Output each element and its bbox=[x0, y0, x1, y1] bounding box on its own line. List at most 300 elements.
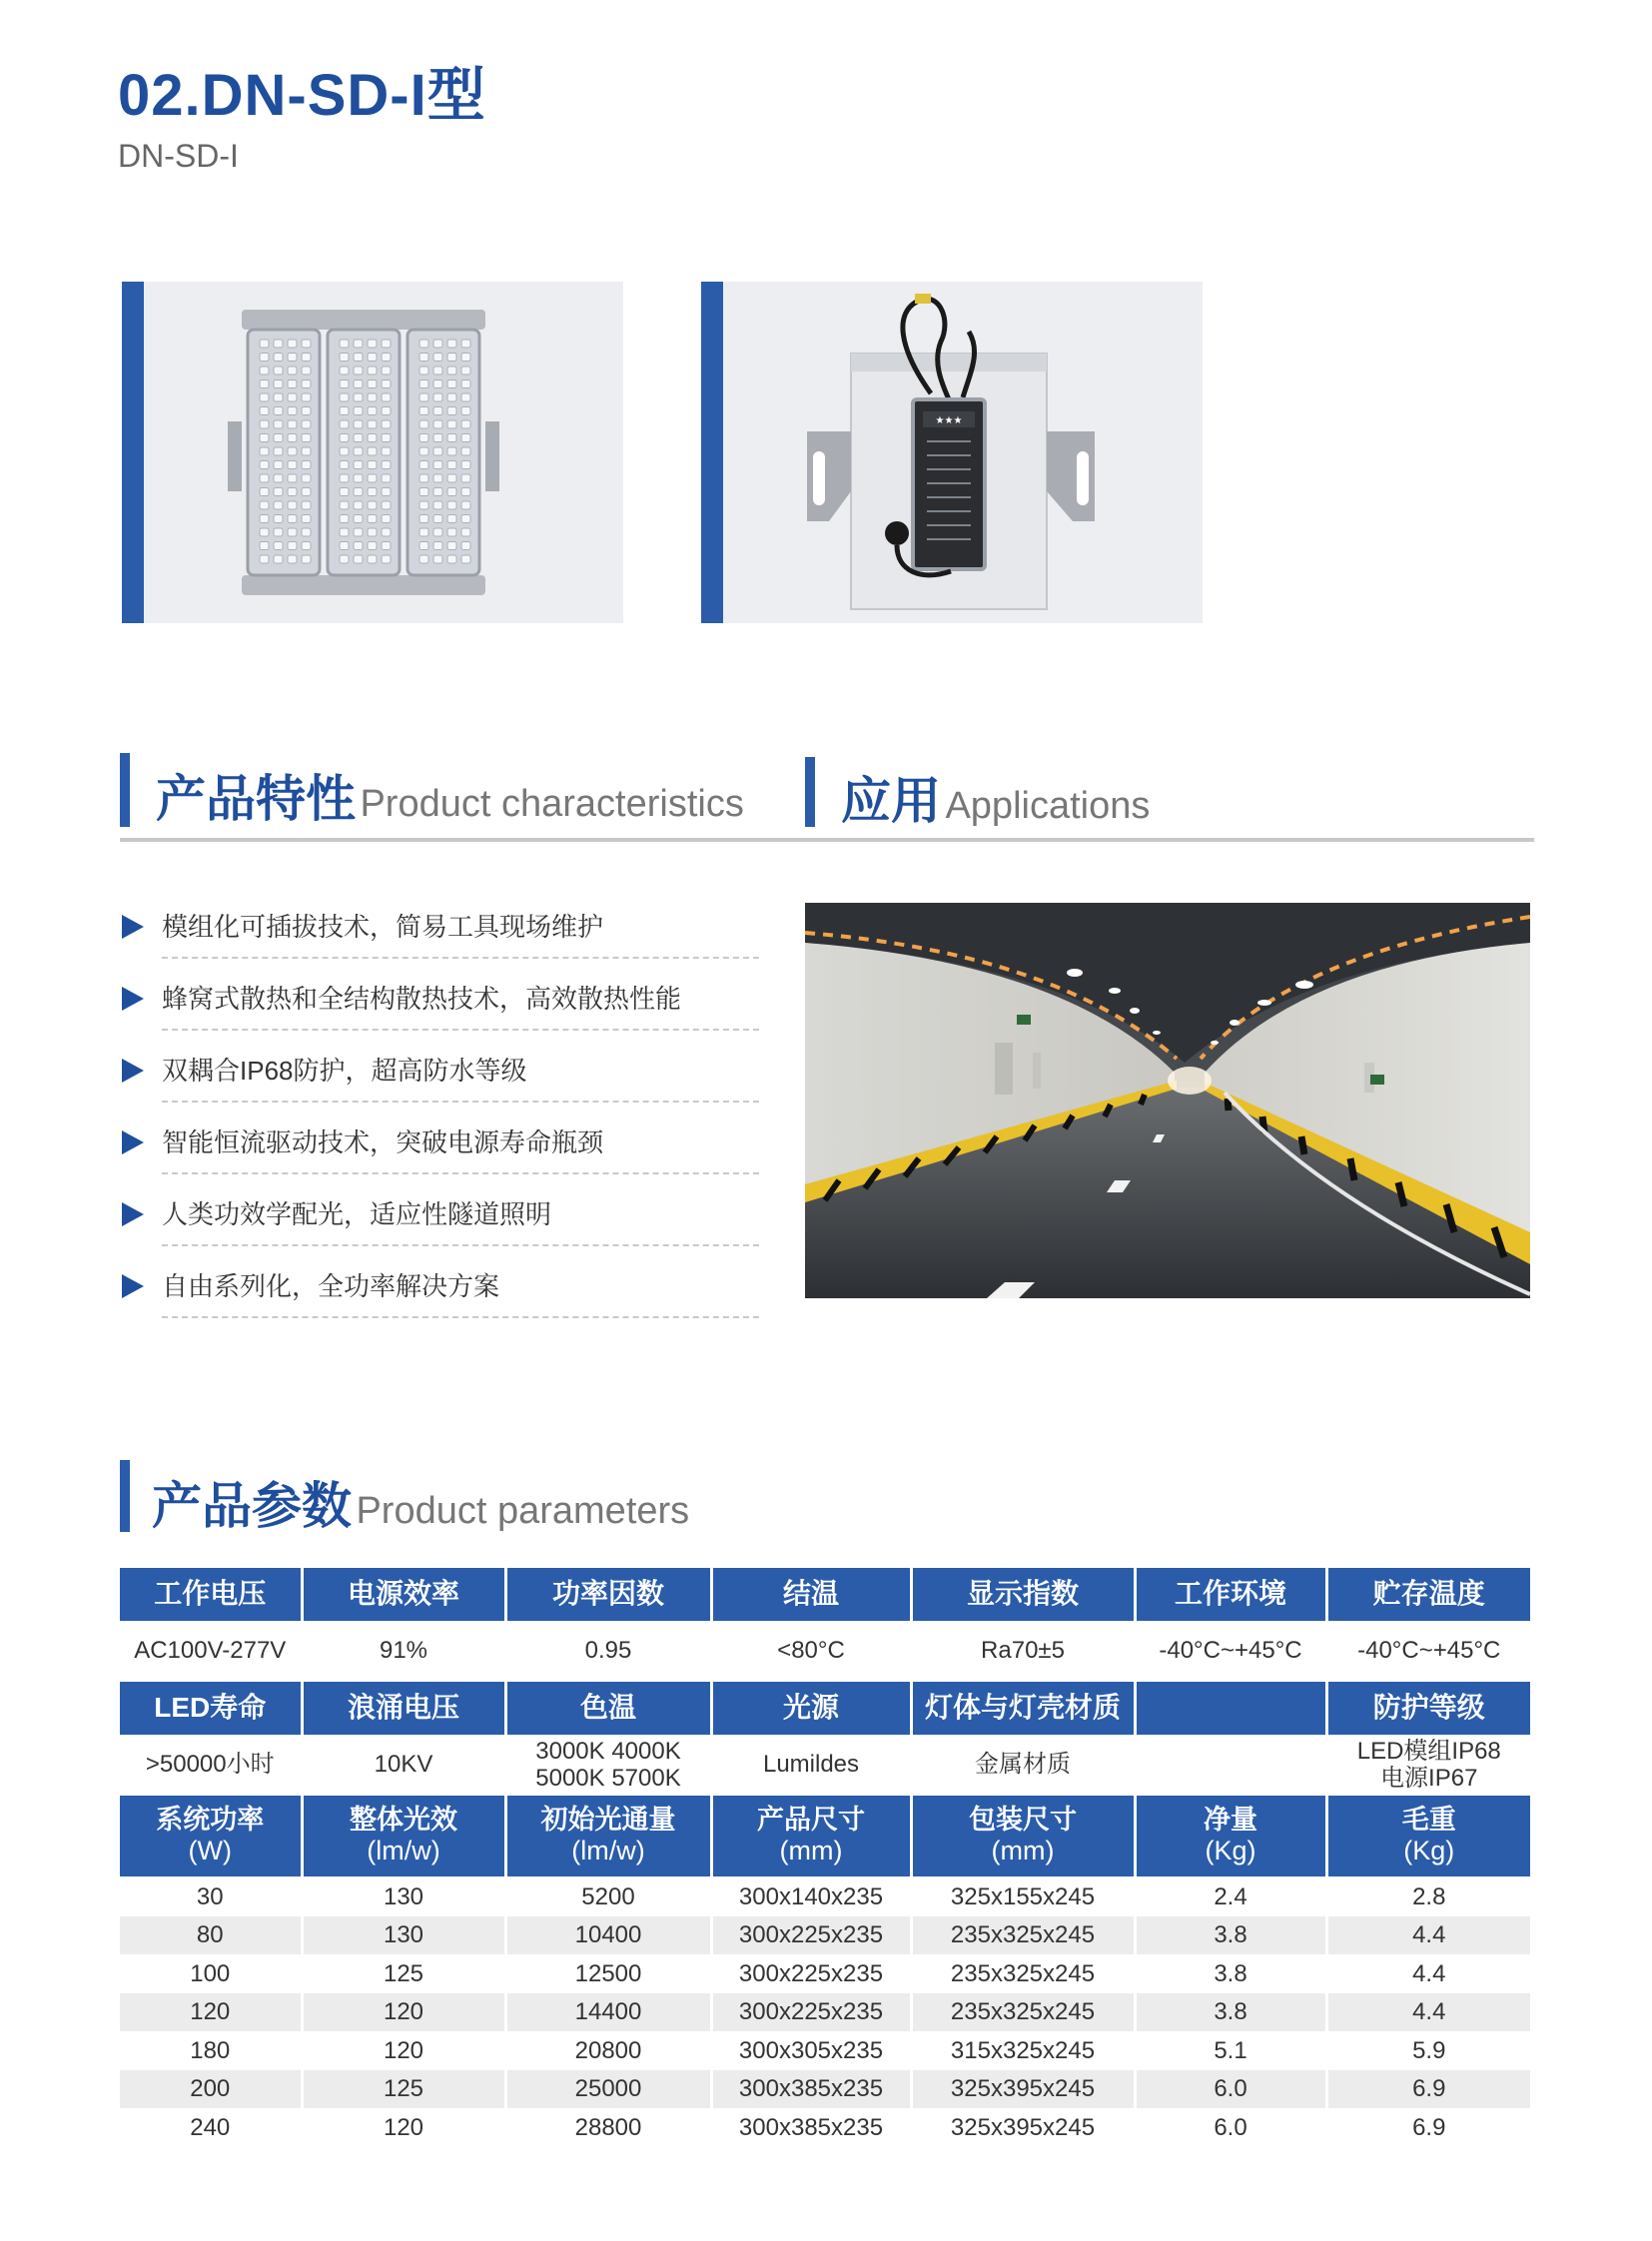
table-cell bbox=[1135, 1916, 1326, 1955]
led-chip bbox=[447, 528, 456, 536]
led-chip bbox=[260, 420, 269, 428]
led-chip bbox=[340, 380, 349, 388]
led-chip bbox=[382, 461, 391, 469]
cell-text: 300x385x235 bbox=[738, 2113, 884, 2141]
cell-text: 5.9 bbox=[1412, 2036, 1446, 2064]
table-cell bbox=[505, 1794, 711, 1877]
table-cell bbox=[505, 1993, 711, 2032]
led-chip bbox=[461, 528, 470, 536]
table-cell bbox=[911, 2031, 1135, 2070]
table-cell bbox=[911, 1568, 1135, 1622]
led-chip bbox=[288, 447, 297, 455]
header-cell-text: 电源效率 bbox=[347, 1578, 459, 1610]
led-chip bbox=[447, 461, 456, 469]
section-divider bbox=[120, 838, 1534, 842]
led-chip bbox=[447, 380, 456, 388]
led-chip bbox=[274, 515, 283, 523]
triangle-bullet-icon bbox=[122, 1130, 144, 1154]
header-unit-text: (lm/w) bbox=[367, 1836, 440, 1867]
led-chip bbox=[368, 340, 377, 348]
cell-text: 100 bbox=[190, 1959, 231, 1987]
header-unit-text: (lm/w) bbox=[571, 1836, 645, 1867]
cell-text: 2.8 bbox=[1412, 1883, 1446, 1911]
led-chip bbox=[274, 488, 283, 496]
led-chip bbox=[340, 354, 349, 362]
table-cell bbox=[1326, 1954, 1530, 1993]
led-chip bbox=[340, 420, 349, 428]
led-chip bbox=[368, 447, 377, 455]
table-cell bbox=[1326, 1993, 1530, 2032]
cell-text: 180 bbox=[190, 2036, 231, 2064]
led-chip bbox=[433, 393, 442, 401]
header-cell-text: 浪涌电压 bbox=[347, 1691, 459, 1723]
section-accent-bar bbox=[805, 757, 815, 827]
table-cell bbox=[505, 1680, 711, 1736]
table-cell bbox=[120, 2031, 302, 2070]
cell-text: <80°C bbox=[777, 1637, 845, 1665]
led-chip bbox=[274, 461, 283, 469]
table-cell bbox=[120, 1954, 302, 1993]
cell-text: 91% bbox=[379, 1637, 428, 1665]
led-chip bbox=[419, 542, 428, 550]
led-chip bbox=[368, 555, 377, 563]
led-chip bbox=[340, 501, 349, 509]
led-chip bbox=[368, 528, 377, 536]
cell-text: 10400 bbox=[574, 1921, 642, 1949]
table-cell bbox=[1135, 1877, 1326, 1916]
photo-accent-bar bbox=[122, 282, 144, 623]
table-cell bbox=[1326, 1622, 1530, 1680]
led-chip bbox=[433, 420, 442, 428]
led-chip bbox=[461, 354, 470, 362]
led-chip bbox=[274, 555, 283, 563]
led-chip bbox=[368, 488, 377, 496]
table-cell bbox=[120, 1794, 302, 1877]
led-chip bbox=[288, 501, 297, 509]
table-cell bbox=[1135, 2070, 1326, 2109]
cell-text: 6.9 bbox=[1412, 2075, 1446, 2103]
led-chip bbox=[302, 461, 311, 469]
table-cell bbox=[505, 2070, 711, 2109]
header-cell-text: 净量 bbox=[1204, 1805, 1257, 1836]
led-chip bbox=[274, 528, 283, 536]
led-chip bbox=[382, 542, 391, 550]
cell-text: 300x225x235 bbox=[738, 1959, 884, 1987]
feature-item bbox=[120, 897, 759, 969]
led-chip bbox=[461, 488, 470, 496]
section-accent-bar bbox=[120, 1460, 130, 1532]
table-cell bbox=[711, 1993, 911, 2032]
led-chip bbox=[447, 420, 456, 428]
led-chip bbox=[260, 555, 269, 563]
table-cell bbox=[711, 1736, 911, 1794]
led-chip bbox=[419, 488, 428, 496]
table-cell bbox=[1135, 2108, 1326, 2147]
led-chip bbox=[433, 354, 442, 362]
table-header-row bbox=[120, 1794, 1530, 1877]
cell-text: 120 bbox=[383, 2113, 424, 2141]
led-chip bbox=[340, 474, 349, 482]
characteristics-heading-en: Product characteristics bbox=[360, 783, 744, 825]
table-header-row bbox=[120, 1680, 1530, 1736]
led-chip bbox=[354, 407, 363, 415]
led-chip bbox=[274, 407, 283, 415]
cell-text: 4.4 bbox=[1412, 1959, 1446, 1987]
table-cell bbox=[911, 1622, 1135, 1680]
led-chip bbox=[382, 393, 391, 401]
header-cell-text: 光源 bbox=[782, 1691, 839, 1723]
led-chip bbox=[461, 393, 470, 401]
cell-text: 300x225x235 bbox=[738, 1921, 884, 1949]
led-chip bbox=[368, 393, 377, 401]
cell-text: 200 bbox=[190, 2075, 231, 2103]
feature-text: 双耦合IP68防护，超高防水等级 bbox=[162, 1056, 527, 1086]
cell-text: 3.8 bbox=[1214, 1998, 1247, 2026]
table-cell bbox=[302, 1736, 505, 1794]
led-chip bbox=[302, 340, 311, 348]
led-chip bbox=[382, 434, 391, 442]
table-cell bbox=[120, 1568, 302, 1622]
cell-text: 4.4 bbox=[1412, 1998, 1446, 2026]
table-cell bbox=[711, 2031, 911, 2070]
table-cell bbox=[911, 1993, 1135, 2032]
led-chip bbox=[382, 515, 391, 523]
triangle-bullet-icon bbox=[122, 1059, 144, 1083]
table-cell bbox=[505, 1736, 711, 1794]
header-cell-text: 毛重 bbox=[1401, 1805, 1456, 1836]
cell-text: 12500 bbox=[574, 1959, 642, 1987]
led-chip bbox=[419, 434, 428, 442]
led-chip bbox=[368, 474, 377, 482]
cell-text: 3.8 bbox=[1214, 1921, 1247, 1949]
led-chip bbox=[302, 515, 311, 523]
led-chip bbox=[288, 354, 297, 362]
led-chip bbox=[340, 434, 349, 442]
cell-text: 300x305x235 bbox=[738, 2036, 884, 2064]
led-chip bbox=[260, 407, 269, 415]
led-chip bbox=[354, 380, 363, 388]
cell-text: 10KV bbox=[374, 1751, 433, 1779]
cell-text: 235x325x245 bbox=[950, 1959, 1096, 1987]
led-chip bbox=[260, 488, 269, 496]
led-chip bbox=[461, 501, 470, 509]
cell-text: 125 bbox=[383, 2075, 424, 2103]
table-cell bbox=[120, 1736, 302, 1794]
table-cell bbox=[1135, 1680, 1326, 1736]
table-cell bbox=[911, 1680, 1135, 1736]
led-chip bbox=[340, 515, 349, 523]
driver-label: ★★★ bbox=[935, 415, 963, 426]
header-cell-text: 防护等级 bbox=[1372, 1691, 1485, 1723]
led-chip bbox=[274, 501, 283, 509]
feature-text: 自由系列化，全功率解决方案 bbox=[162, 1271, 500, 1301]
led-chip bbox=[260, 447, 269, 455]
led-chip bbox=[433, 407, 442, 415]
led-chip bbox=[302, 434, 311, 442]
led-chip bbox=[382, 420, 391, 428]
led-chip bbox=[302, 393, 311, 401]
parameters-heading-cn: 产品参数 bbox=[152, 1478, 352, 1534]
led-chip bbox=[288, 393, 297, 401]
header-unit-text: (mm) bbox=[779, 1836, 843, 1867]
table-cell bbox=[302, 1877, 505, 1916]
header-cell-text: 初始光通量 bbox=[540, 1805, 676, 1836]
cell-text: 240 bbox=[190, 2113, 231, 2141]
triangle-bullet-icon bbox=[122, 1274, 144, 1298]
table-cell bbox=[1135, 1736, 1326, 1794]
led-chip bbox=[419, 407, 428, 415]
table-cell bbox=[302, 1622, 505, 1680]
led-chip bbox=[382, 354, 391, 362]
header-unit-text: (Kg) bbox=[1205, 1836, 1256, 1867]
table-cell bbox=[911, 1877, 1135, 1916]
table-cell bbox=[1326, 1736, 1530, 1794]
section-accent-bar bbox=[120, 753, 130, 827]
table-cell bbox=[1326, 2031, 1530, 2070]
led-chip bbox=[382, 367, 391, 374]
table-header-row bbox=[120, 1568, 1530, 1622]
cell-text: 2.4 bbox=[1214, 1883, 1247, 1911]
led-chip bbox=[274, 447, 283, 455]
applications-heading bbox=[841, 761, 1150, 833]
led-chip bbox=[302, 420, 311, 428]
applications-heading-cn: 应用 bbox=[841, 773, 941, 829]
table-cell bbox=[302, 1794, 505, 1877]
header-unit-text: (W) bbox=[188, 1836, 232, 1867]
led-chip bbox=[260, 501, 269, 509]
table-cell bbox=[1135, 2031, 1326, 2070]
led-chip bbox=[382, 340, 391, 348]
led-chip bbox=[461, 461, 470, 469]
led-chip bbox=[419, 420, 428, 428]
table-row bbox=[120, 1877, 1530, 1916]
dashed-divider bbox=[162, 1029, 759, 1031]
led-chip bbox=[382, 555, 391, 563]
led-chip bbox=[274, 434, 283, 442]
header-unit-text: (mm) bbox=[991, 1836, 1055, 1867]
photo-accent-bar bbox=[701, 282, 723, 623]
led-chip bbox=[368, 501, 377, 509]
product-back-photo bbox=[701, 282, 1203, 623]
led-chip bbox=[382, 501, 391, 509]
led-chip bbox=[302, 501, 311, 509]
table-row bbox=[120, 2108, 1530, 2147]
led-chip bbox=[260, 461, 269, 469]
led-chip bbox=[354, 340, 363, 348]
led-chip bbox=[340, 488, 349, 496]
cell-text: 30 bbox=[196, 1883, 224, 1911]
table-row bbox=[120, 1954, 1530, 1993]
led-chip bbox=[260, 515, 269, 523]
cell-text: 300x140x235 bbox=[738, 1883, 884, 1911]
table-cell bbox=[1326, 1877, 1530, 1916]
dashed-divider bbox=[162, 1316, 759, 1318]
led-chip bbox=[354, 367, 363, 374]
table-cell bbox=[120, 2070, 302, 2109]
table-cell bbox=[302, 2070, 505, 2109]
led-chip bbox=[447, 367, 456, 374]
led-chip bbox=[419, 555, 428, 563]
cell-text: 6.0 bbox=[1214, 2113, 1247, 2141]
led-chip bbox=[288, 407, 297, 415]
led-chip bbox=[354, 474, 363, 482]
led-chip bbox=[340, 555, 349, 563]
led-chip bbox=[382, 488, 391, 496]
product-front-photo bbox=[122, 282, 623, 623]
led-chip bbox=[302, 528, 311, 536]
led-chip bbox=[302, 354, 311, 362]
table-cell bbox=[120, 1622, 302, 1680]
cell-text: 6.9 bbox=[1412, 2113, 1446, 2141]
led-chip bbox=[368, 380, 377, 388]
led-chip bbox=[461, 420, 470, 428]
led-chip bbox=[340, 447, 349, 455]
led-chip bbox=[433, 515, 442, 523]
led-chip bbox=[354, 542, 363, 550]
led-chip bbox=[368, 515, 377, 523]
led-chip bbox=[368, 461, 377, 469]
feature-text: 模组化可插拔技术，简易工具现场维护 bbox=[162, 912, 604, 942]
parameters-heading bbox=[152, 1466, 689, 1538]
feature-item bbox=[120, 1113, 759, 1184]
led-chip bbox=[274, 380, 283, 388]
header-cell-text: 整体光效 bbox=[350, 1805, 457, 1836]
table-row bbox=[120, 1736, 1530, 1794]
cell-text: 120 bbox=[190, 1998, 231, 2026]
led-chip bbox=[302, 380, 311, 388]
header-cell-text: LED寿命 bbox=[154, 1691, 267, 1723]
led-chip bbox=[461, 474, 470, 482]
cell-text: 125 bbox=[383, 1959, 424, 1987]
table-row bbox=[120, 1993, 1530, 2032]
cell-text: 电源IP67 bbox=[1380, 1765, 1478, 1793]
table-cell bbox=[711, 1877, 911, 1916]
table-cell bbox=[911, 1954, 1135, 1993]
dashed-divider bbox=[162, 1244, 759, 1246]
cell-text: 6.0 bbox=[1214, 2075, 1247, 2103]
led-chip bbox=[419, 515, 428, 523]
header-cell-text: 贮存温度 bbox=[1372, 1578, 1485, 1610]
led-chip bbox=[354, 420, 363, 428]
cell-text: 5200 bbox=[581, 1883, 635, 1911]
led-chip bbox=[419, 367, 428, 374]
led-chip bbox=[274, 420, 283, 428]
led-chip bbox=[433, 447, 442, 455]
led-chip bbox=[419, 340, 428, 348]
led-chip bbox=[302, 367, 311, 374]
led-chip bbox=[368, 434, 377, 442]
cell-text: 0.95 bbox=[584, 1637, 632, 1665]
table-cell bbox=[911, 2108, 1135, 2147]
led-chip bbox=[433, 380, 442, 388]
table-cell bbox=[711, 1794, 911, 1877]
led-chip bbox=[288, 515, 297, 523]
table-cell bbox=[302, 1954, 505, 1993]
header-cell-text: 显示指数 bbox=[966, 1578, 1079, 1610]
cell-text: 130 bbox=[383, 1921, 424, 1949]
table-cell bbox=[302, 2108, 505, 2147]
table-cell bbox=[302, 1993, 505, 2032]
table-cell bbox=[120, 1916, 302, 1955]
header-cell-text: 色温 bbox=[579, 1691, 636, 1723]
table-cell bbox=[711, 2070, 911, 2109]
table-cell bbox=[1135, 1568, 1326, 1622]
led-chip bbox=[288, 420, 297, 428]
led-chip bbox=[354, 393, 363, 401]
led-chip bbox=[433, 528, 442, 536]
cell-text: 235x325x245 bbox=[950, 1921, 1096, 1949]
led-chip bbox=[274, 354, 283, 362]
led-chip bbox=[447, 447, 456, 455]
led-chip bbox=[368, 420, 377, 428]
parameters-table bbox=[120, 1568, 1530, 2147]
table-cell bbox=[711, 1622, 911, 1680]
led-chip bbox=[433, 474, 442, 482]
page-title: 02.DN-SD-I型 bbox=[118, 63, 486, 128]
led-chip bbox=[354, 555, 363, 563]
table-cell bbox=[302, 1568, 505, 1622]
led-chip bbox=[368, 367, 377, 374]
led-chip bbox=[461, 555, 470, 563]
led-chip bbox=[340, 393, 349, 401]
led-chip bbox=[260, 542, 269, 550]
led-chip bbox=[260, 354, 269, 362]
led-chip bbox=[461, 434, 470, 442]
led-chip bbox=[368, 354, 377, 362]
table-cell bbox=[911, 2070, 1135, 2109]
led-chip bbox=[354, 447, 363, 455]
dashed-divider bbox=[162, 1172, 759, 1174]
feature-item bbox=[120, 969, 759, 1041]
table-cell bbox=[1326, 1794, 1530, 1877]
led-chip bbox=[461, 340, 470, 348]
led-chip bbox=[461, 515, 470, 523]
cell-text: Lumildes bbox=[762, 1751, 860, 1779]
dashed-divider bbox=[162, 1101, 759, 1103]
table-cell bbox=[911, 1916, 1135, 1955]
header-cell-text: 灯体与灯壳材质 bbox=[924, 1691, 1121, 1723]
led-chip bbox=[368, 407, 377, 415]
led-chip bbox=[340, 528, 349, 536]
feature-item bbox=[120, 1256, 759, 1328]
feature-item bbox=[120, 1041, 759, 1113]
table-cell bbox=[302, 1916, 505, 1955]
table-cell bbox=[1135, 1622, 1326, 1680]
led-chip bbox=[260, 393, 269, 401]
led-chip bbox=[274, 474, 283, 482]
table-cell bbox=[505, 1568, 711, 1622]
dashed-divider bbox=[162, 957, 759, 959]
led-chip bbox=[340, 340, 349, 348]
header-cell-text: 工作电压 bbox=[154, 1578, 267, 1610]
table-cell bbox=[505, 1877, 711, 1916]
table-cell bbox=[505, 1622, 711, 1680]
table-row bbox=[120, 2031, 1530, 2070]
feature-text: 智能恒流驱动技术，突破电源寿命瓶颈 bbox=[162, 1127, 604, 1157]
header-cell-text: 功率因数 bbox=[551, 1578, 664, 1610]
led-chip bbox=[433, 367, 442, 374]
led-chip bbox=[447, 354, 456, 362]
led-chip bbox=[447, 340, 456, 348]
led-chip bbox=[288, 461, 297, 469]
led-chip bbox=[433, 461, 442, 469]
led-chip bbox=[419, 380, 428, 388]
table-cell bbox=[711, 1954, 911, 1993]
led-chip bbox=[461, 380, 470, 388]
applications-heading-en: Applications bbox=[945, 785, 1151, 827]
page-subtitle: DN-SD-I bbox=[118, 138, 239, 174]
led-chip bbox=[461, 542, 470, 550]
